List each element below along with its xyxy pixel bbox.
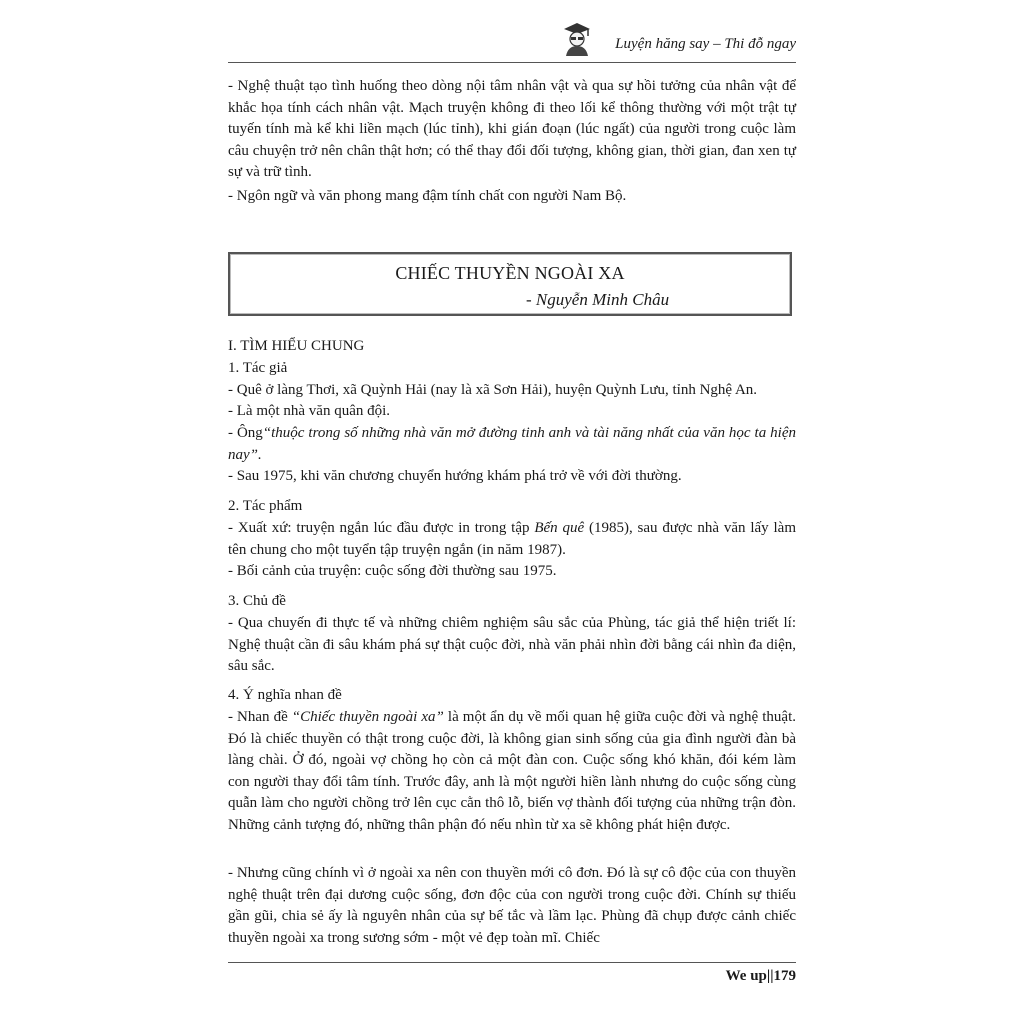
author-item-3-quote: “thuộc trong số những nhà văn mở đường tinh anh và tài năng nhất của văn học ta hiện nay”. (228, 425, 796, 463)
work-item-2: - Bối cảnh của truyện: cuộc sống đời thường sau 1975. (228, 563, 557, 579)
work-author: - Nguyễn Minh Châu (526, 290, 670, 309)
work-item-1-book: Bến quê (534, 520, 585, 536)
author-heading: 1. Tác giả (228, 360, 288, 376)
intro-paragraph-2: - Ngôn ngữ và văn phong mang đậm tính chất con người Nam Bộ. (228, 188, 627, 204)
theme-heading: 3. Chủ đề (228, 593, 286, 609)
author-item-3 (228, 423, 796, 466)
meaning-item-2: - Nhưng cũng chính vì ở ngoài xa nên con thuyền mới cô đơn. Đó là sự cô độc của con thuyền nghệ thuật trên đại dương cuộc sống, đơn độc của con người trong cuộc đời. Chính sự thiếu gần gũi, chia sẻ ấy là nguyên nhân của sự bế tắc và lầm lạc. Phùng đã chụp được cảnh chiếc thuyền ngoài xa trong sương sớm - một vẻ đẹp toàn mĩ. Chiếc (228, 865, 796, 946)
author-item-1: - Quê ở làng Thơi, xã Quỳnh Hải (nay là xã Sơn Hải), huyện Quỳnh Lưu, tỉnh Nghệ An. (228, 382, 758, 398)
section-heading: I. TÌM HIỂU CHUNG (228, 338, 365, 354)
work-item-1-suffix: (1985), sau được nhà văn lấy làm tên chung cho một tuyển tập truyện ngắn (in năm 1987). (228, 520, 797, 558)
footer-divider (228, 962, 796, 963)
work-title: CHIẾC THUYỀN NGOÀI XA (395, 263, 625, 283)
page-header (228, 20, 796, 63)
meaning-item-1-suffix: là một ẩn dụ về mối quan hệ giữa cuộc đời và nghệ thuật. Đó là chiếc thuyền có thật trong cuộc đời, là không gian sinh sống của gia đình người đàn bà làng chài. Ở đó, ngoài vợ chồng họ còn cả một đàn con. Cuộc sống khó khăn, đói kém làm con người thay đổi tâm tính. Trước đây, anh là một người hiền lành nhưng do cuộc sống cùng quẫn làm cho người chồng trở lên cục cằn thô lỗ, biến vợ thành đối tượng của những trận đòn. Những cảnh tượng đó, những thân phận đó nếu nhìn từ xa sẽ không phát hiện được. (228, 709, 796, 833)
document-page (228, 0, 796, 1024)
work-title-box (228, 252, 792, 316)
intro-paragraph-1: - Nghệ thuật tạo tình huống theo dòng nội tâm nhân vật và qua sự hồi tưởng của nhân vật để khắc họa tính cách nhân vật. Mạch truyện không đi theo lối kể thông thường với một trật tự tuyến tính mà kể khi liền mạch (lúc tỉnh), khi gián đoạn (lúc ngất) của người trong cuộc làm câu chuyện trở nên chân thật hơn; có thể thay đổi đối tượng, không gian, thời gian, đan xen tự sự và trữ tình. (228, 78, 796, 181)
meaning-heading: 4. Ý nghĩa nhan đề (228, 687, 342, 703)
graduate-mascot-icon (562, 22, 592, 56)
page-number: We up||179 (725, 968, 796, 984)
work-item-1-prefix: - Xuất xứ: truyện ngắn lúc đầu được in trong tập (228, 520, 535, 536)
author-item-2: - Là một nhà văn quân đội. (228, 403, 391, 419)
work-item-1 (228, 518, 796, 561)
work-heading: 2. Tác phẩm (228, 498, 303, 514)
meaning-item-1 (228, 707, 796, 837)
meaning-item-1-quote: “Chiếc thuyền ngoài xa” (291, 709, 444, 725)
author-item-4: - Sau 1975, khi văn chương chuyển hướng khám phá trở về với đời thường. (228, 468, 682, 484)
author-item-3-prefix: - Ông (228, 425, 263, 441)
theme-item-1: - Qua chuyến đi thực tế và những chiêm nghiệm sâu sắc của Phùng, tác giả thể hiện triết lí: Nghệ thuật cần đi sâu khám phá sự thật cuộc đời, nhà văn phải nhìn đời bằng cái nhìn đa diện, sâu sắc. (228, 615, 796, 675)
meaning-item-1-prefix: - Nhan đề (228, 709, 292, 725)
header-slogan: Luyện hăng say – Thi đỗ ngay (615, 36, 796, 52)
